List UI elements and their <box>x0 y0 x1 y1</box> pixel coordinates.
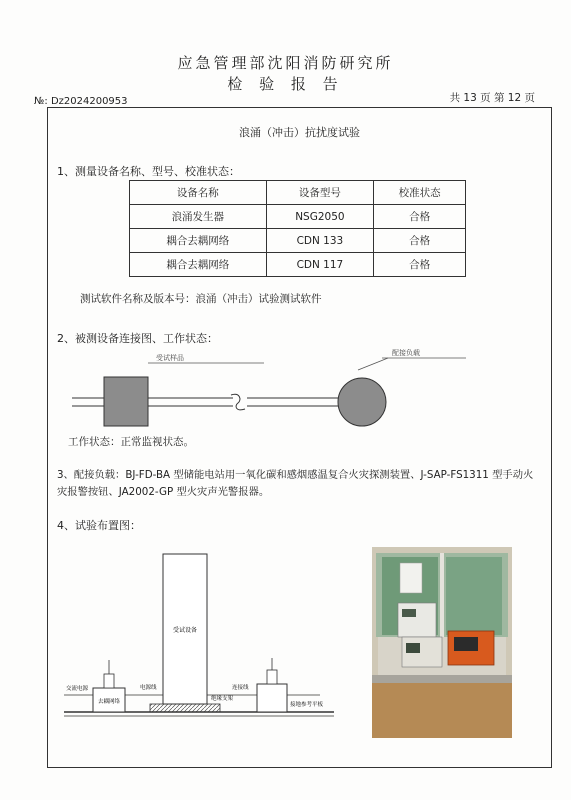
table-cell: NSG2050 <box>266 205 374 229</box>
insulating-support <box>150 704 220 712</box>
table-cell: 耦合去耦网络 <box>130 253 267 277</box>
cdn-label: 去耦网络 <box>97 699 121 705</box>
ground-plane-label: 接地参考平板 <box>290 702 324 708</box>
eut-label: 受试样品 <box>156 354 184 362</box>
table-cell: 合格 <box>374 253 466 277</box>
column-header: 设备名称 <box>130 181 267 205</box>
section3-text: 3、配接负载：BJ-FD-BA 型储能电站用一氧化碳和感烟感温复合火灾探测装置、J-SAP-FS1311 型手动火灾报警按钮、JA2002-GP 型火灾声光警报器。 <box>57 469 534 498</box>
section1-heading: 1、测量设备名称、型号、校准状态： <box>57 165 240 178</box>
ac-source-label: 交流电源 <box>66 686 89 692</box>
aux-unit-right <box>257 684 287 712</box>
section2-heading: 2、被测设备连接图、工作状态： <box>57 332 218 345</box>
power-line-label: 电源线 <box>140 685 157 691</box>
section4-heading: 4、试验布置图： <box>57 519 141 532</box>
software-info: 测试软件名称及版本号：浪涌（冲击）试验测试软件 <box>80 293 322 305</box>
test-setup-photo <box>372 547 512 738</box>
table-cell: 浪涌发生器 <box>130 205 267 229</box>
support-label: 绝缘支架 <box>211 696 234 702</box>
photo-illustration <box>372 547 512 738</box>
column-header: 校准状态 <box>374 181 466 205</box>
organization-name: 应急管理部沈阳消防研究所 <box>177 54 394 72</box>
conn-line-label: 连接线 <box>232 685 249 691</box>
page-indicator: 共 13 页 第 12 页 <box>449 92 535 104</box>
report-number: №: Dz2024200953 <box>34 96 128 107</box>
table-cell: 耦合去耦网络 <box>130 229 267 253</box>
working-status: 工作状态：正常监视状态。 <box>68 436 194 448</box>
table-cell: 合格 <box>374 229 466 253</box>
load-label: 配接负载 <box>392 349 420 357</box>
eut-cabinet-label: 受试设备 <box>172 627 198 634</box>
report-title: 检 验 报 告 <box>227 75 344 93</box>
table-cell: CDN 133 <box>266 229 374 253</box>
table-cell: 合格 <box>374 205 466 229</box>
test-title: 浪涌（冲击）抗扰度试验 <box>239 126 360 139</box>
table-cell: CDN 117 <box>266 253 374 277</box>
column-header: 设备型号 <box>266 181 374 205</box>
